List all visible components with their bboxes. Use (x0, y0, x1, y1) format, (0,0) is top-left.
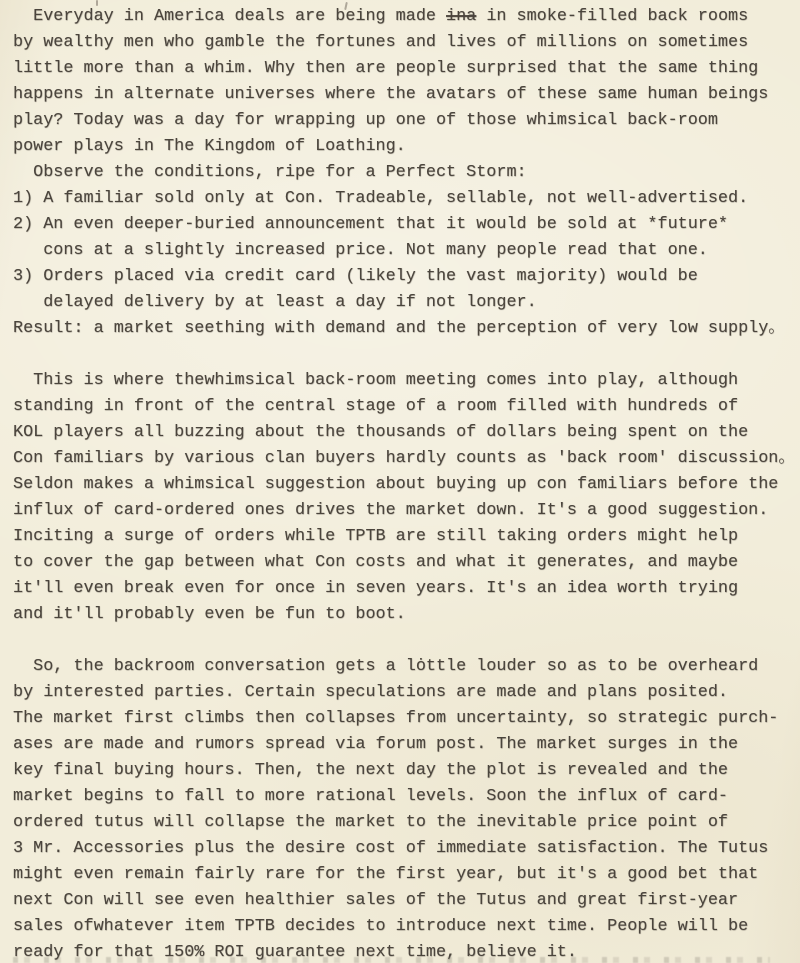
text-line: ready for that 150% ROI guarantee next time, believe it. (13, 943, 577, 962)
text-line: sales ofwhatever item TPTB decides to introduce next time. People will be (13, 917, 749, 936)
typewritten-text (13, 4, 800, 963)
text-line: delayed delivery by at least a day if not longer. (13, 293, 537, 312)
text-line (13, 342, 800, 368)
text-line: 3) Orders placed via credit card (likely the vast majority) would be (13, 267, 698, 286)
text-line: KOL players all buzzing about the thousands of dollars being spent on the (13, 423, 749, 442)
text-line: to cover the gap between what Con costs and what it generates, and maybe (13, 553, 739, 572)
struck-word: ina (446, 7, 477, 26)
text-line: little more than a whim. Why then are people surprised that the same thing (13, 59, 759, 78)
text-line: Inciting a surge of orders while TPTB are still taking orders might help (13, 527, 739, 546)
text-line (13, 628, 800, 654)
text-line: might even remain fairly rare for the first year, but it's a good bet that (13, 865, 759, 884)
text-line: it'll even break even for once in seven years. It's an idea worth trying (13, 579, 739, 598)
cutoff-line-artifact (13, 957, 770, 963)
text-line: by interested parties. Certain speculations are made and plans posited. (13, 683, 728, 702)
text-line: cons at a slightly increased price. Not many people read that one. (13, 241, 708, 260)
text-line: ases are made and rumors spread via forum post. The market surges in the (13, 735, 739, 754)
text-line: market begins to fall to more rational levels. Soon the influx of card- (13, 787, 728, 806)
text-line: by wealthy men who gamble the fortunes and lives of millions on sometimes (13, 33, 749, 52)
text-line: ordered tutus will collapse the market to the inevitable price point of (13, 813, 728, 832)
text-line: Everyday in America deals are being made ina in smoke-filled back rooms (13, 7, 749, 26)
text-line: and it'll probably even be fun to boot. (13, 605, 406, 624)
text-line: Result: a market seething with demand and the perception of very low supply。 (13, 319, 786, 338)
text-line: key final buying hours. Then, the next day the plot is revealed and the (13, 761, 728, 780)
text-line: standing in front of the central stage of a room filled with hundreds of (13, 397, 739, 416)
text-line: influx of card-ordered ones drives the market down. It's a good suggestion. (13, 501, 769, 520)
text-line: 1) A familiar sold only at Con. Tradeable, sellable, not well-advertised. (13, 189, 749, 208)
text-line: Observe the conditions, ripe for a Perfect Storm: (13, 163, 527, 182)
text-line: 2) An even deeper-buried announcement that it would be sold at *future* (13, 215, 728, 234)
text-line: So, the backroom conversation gets a lȯttle louder so as to be overheard (13, 657, 759, 676)
text-line: next Con will see even healthier sales of the Tutus and great first-year (13, 891, 739, 910)
text-line: Seldon makes a whimsical suggestion about buying up con familiars before the (13, 475, 779, 494)
text-line: Con familiars by various clan buyers hardly counts as 'back room' discussion。 (13, 449, 796, 468)
text-line: 3 Mr. Accessories plus the desire cost of immediate satisfaction. The Tutus (13, 839, 769, 858)
text-line: The market first climbs then collapses from uncertainty, so strategic purch- (13, 709, 779, 728)
text-line: play? Today was a day for wrapping up one of those whimsical back-room (13, 111, 718, 130)
text-line: This is where thewhimsical back-room meeting comes into play, although (13, 371, 739, 390)
text-line: power plays in The Kingdom of Loathing. (13, 137, 406, 156)
text-line: happens in alternate universes where the avatars of these same human beings (13, 85, 769, 104)
